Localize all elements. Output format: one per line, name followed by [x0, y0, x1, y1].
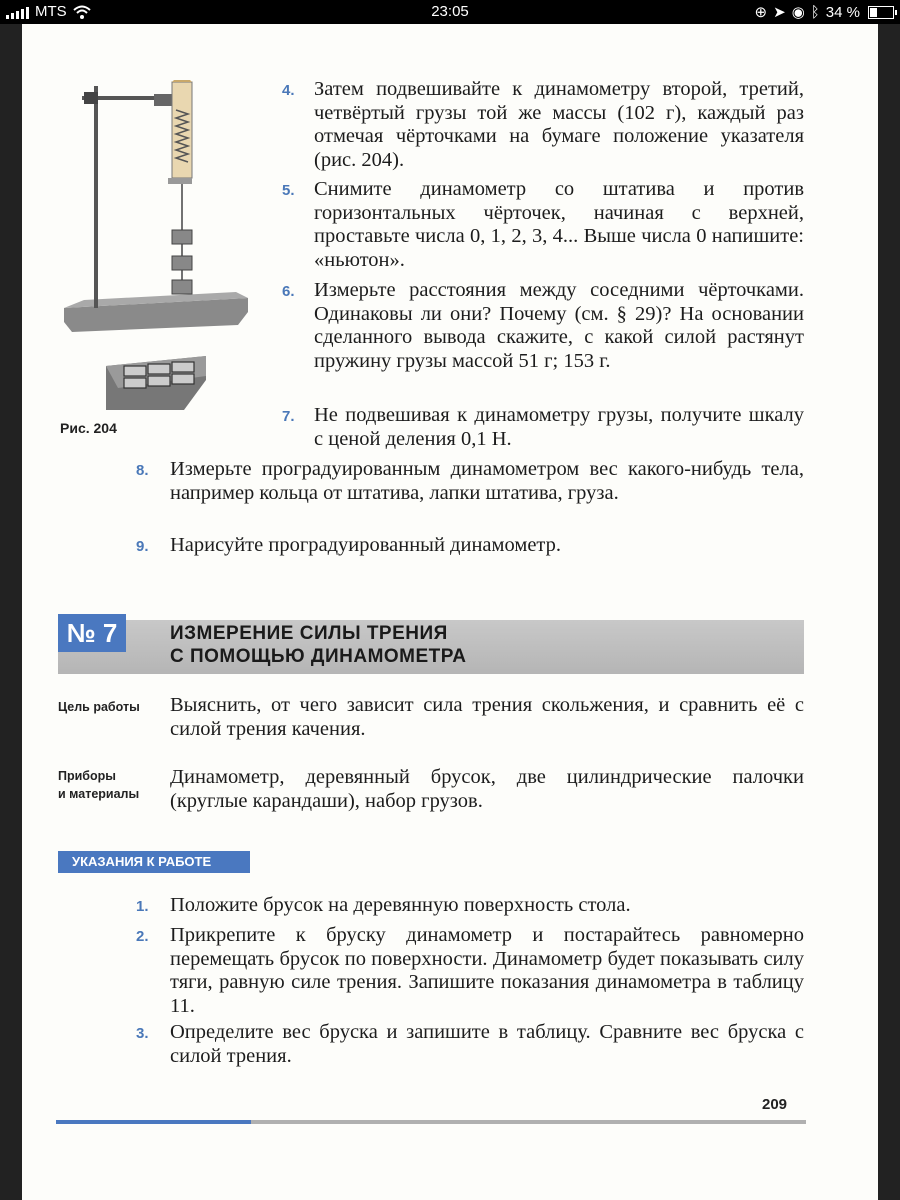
- status-bar: [0, 0, 900, 24]
- item-number: 5.: [282, 182, 295, 199]
- book-page: [22, 24, 878, 1200]
- item-number: 4.: [282, 82, 295, 99]
- footer-line: [56, 1120, 806, 1124]
- carrier-name: MTS: [35, 3, 67, 20]
- instruction-item: Измерьте расстояния между соседними чёрточками. Одинаковы ли они? Почему (см. § 29)? На основании сделанного вывода скажите, с какой силой растянут пружину грузы массой 51 г; 153 г.: [314, 279, 804, 372]
- item-number: 7.: [282, 408, 295, 425]
- instruction-item: Нарисуйте проградуированный динамометр.: [170, 534, 562, 556]
- location-icon: ➤: [773, 4, 786, 21]
- bluetooth-icon: ᛒ: [810, 3, 820, 21]
- battery-icon: [868, 6, 894, 19]
- figure-caption: Рис. 204: [60, 420, 117, 436]
- instruction-item: Положите брусок на деревянную поверхность стола.: [170, 894, 631, 916]
- goal-text: Выяснить, от чего зависит сила трения скольжения, и сравнить её с силой трения качения.: [170, 694, 804, 740]
- instruction-item: Не подвешивая к динамометру грузы, получите шкалу с ценой деления 0,1 Н.: [314, 404, 804, 450]
- battery-percent: 34 %: [825, 3, 860, 21]
- item-number: 3.: [136, 1025, 149, 1042]
- section-title-line: ИЗМЕРЕНИЕ СИЛЫ ТРЕНИЯ: [170, 623, 448, 644]
- materials-label: [58, 767, 139, 803]
- item-number: 6.: [282, 283, 295, 300]
- section-title-line: С ПОМОЩЬЮ ДИНАМОМЕТРА: [170, 646, 467, 667]
- alarm-icon: ◉: [791, 4, 805, 21]
- instruction-item: Снимите динамометр со штатива и против горизонтальных чёрточек, начиная с верхней, проставьте числа 0, 1, 2, 3, 4... Выше числа 0 напишите: «ньютон».: [314, 178, 804, 271]
- instructions-heading: УКАЗАНИЯ К РАБОТЕ: [58, 851, 250, 873]
- section-number: № 7: [58, 614, 126, 652]
- item-number: 8.: [136, 462, 149, 479]
- item-number: 2.: [136, 928, 149, 945]
- materials-label-line: и материалы: [58, 787, 140, 801]
- page-number: 209: [762, 1096, 788, 1113]
- instruction-item: Определите вес бруска и запишите в таблицу. Сравните вес бруска с силой трения.: [170, 1021, 804, 1067]
- goal-label: Цель работы: [58, 700, 140, 714]
- clock: 23:05: [431, 3, 469, 20]
- materials-label-line: Приборы: [58, 769, 116, 783]
- materials-text: Динамометр, деревянный брусок, две цилиндрические палочки (круглые карандаши), набор грузов.: [170, 766, 804, 812]
- section-title: [170, 622, 467, 668]
- instruction-item: Затем подвешивайте к динамометру второй, третий, четвёртый грузы той же массы (102 г), каждый раз отмечая чёрточками на бумаге положение указателя (рис. 204).: [314, 78, 804, 171]
- item-number: 1.: [136, 898, 149, 915]
- instruction-item: Измерьте проградуированным динамометром вес какого-нибудь тела, например кольца от штатива, лапки штатива, груза.: [170, 458, 804, 504]
- rotation-lock-icon: ⊕: [754, 4, 768, 21]
- instruction-item: Прикрепите к бруску динамометр и постарайтесь равномерно перемещать брусок по поверхности. Динамометр будет показывать силу тяги, равную силе трения. Запишите показания динамометра в таблицу 11.: [170, 924, 804, 1017]
- dynamometer-stand-illustration: [58, 80, 258, 410]
- item-number: 9.: [136, 538, 149, 555]
